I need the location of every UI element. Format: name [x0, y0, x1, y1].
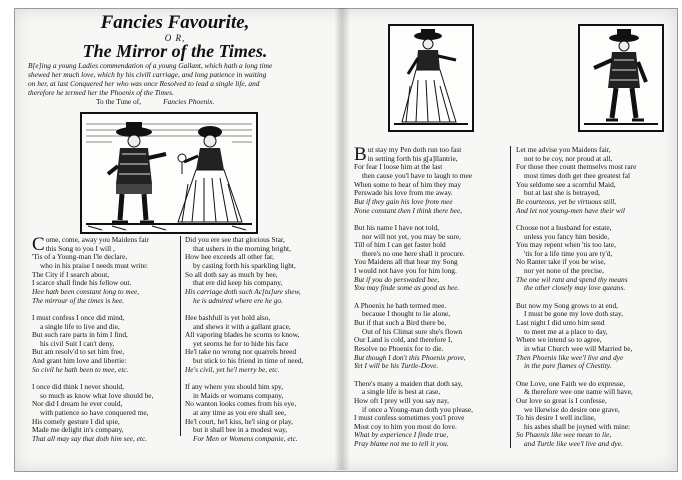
- verse-line: and shews it with a gallant grace,: [193, 321, 291, 331]
- verse-line: I must confess sometimes you'l prove: [354, 413, 465, 423]
- verse-line: His comely gesture I did spie,: [32, 416, 120, 426]
- verse-line: And let not young-men have their wil: [516, 205, 625, 215]
- verse-line: One Love, one Faith we do expresse,: [516, 378, 625, 388]
- verse-line: that ere did keep his company,: [193, 278, 283, 288]
- verse-line: For Men or Womens companie, etc.: [193, 433, 298, 443]
- verse-line: Be courteous, yet be virtuous still,: [516, 196, 617, 206]
- verse-line: this Song to you I will ,: [45, 243, 115, 253]
- verse-column-4: [510, 146, 666, 448]
- verse-line: that ushers in the morning bright,: [193, 243, 291, 253]
- verse-line: But if that such a Bird there be,: [354, 318, 447, 327]
- intro-line: shewed her much love, which by his civill carriage, and long patience in waiting: [28, 70, 267, 80]
- stanza: [32, 236, 178, 305]
- verse-line: we likewise do desire one grave,: [524, 404, 620, 414]
- verse-line: Where we intend so to agree,: [516, 335, 602, 345]
- verse-line: But now my Song grows to at end,: [516, 300, 618, 310]
- verse-line: There's many a maiden that doth say,: [354, 378, 463, 388]
- verse-line: For fear I loose him at the last: [354, 162, 443, 172]
- verse-line: yet seorns he for to hide his face: [193, 338, 289, 348]
- verse-line: Last night I did unto him send: [516, 318, 605, 327]
- verse-line: 'Tis of a Young-man I'le declare,: [32, 252, 128, 262]
- verse-line: Let me advise you Maidens fair,: [516, 145, 611, 154]
- verse-line: Most coy to him you most do love.: [354, 421, 457, 431]
- verse-line: nor will not yet, you may be sure,: [362, 231, 461, 241]
- verse-line: He's civil, yet he'l merry be, etc.: [185, 364, 280, 374]
- stanza: [516, 146, 666, 215]
- verse-column-1: [32, 236, 178, 452]
- verse-line: and Turtle like wee'l live and dye.: [524, 439, 623, 449]
- verse-line: You may finde some as good as hee.: [354, 283, 460, 293]
- verse-line: in setting forth his g[a]llantrie,: [367, 153, 458, 163]
- verse-column-2: [180, 235, 333, 443]
- verse-line: to meet me at a place to day,: [524, 326, 608, 336]
- verse-line: Hee bashfull is yet hold also,: [185, 312, 271, 322]
- stanza: [516, 302, 666, 371]
- tune-line: [28, 97, 318, 106]
- verse-line: To his desire I well incline,: [516, 413, 596, 423]
- verse-line: But if they gain his love from mee: [354, 196, 453, 206]
- verse-line: but it shall bee in a modest way,: [193, 425, 288, 435]
- verse-line: His carriage doth such Ac[tu]ure shew,: [185, 286, 301, 296]
- verse-line: No wanton looks comes from his eye,: [185, 399, 297, 409]
- verse-line: a single life to live and die,: [40, 321, 120, 331]
- verse-line: Yet I will be his Turtle-Dove.: [354, 361, 439, 371]
- verse-line: he is admired where ere he go.: [193, 295, 283, 305]
- title-line-2: O R,: [164, 33, 186, 43]
- verse-line: You seldome see a scornful Maid,: [516, 179, 616, 189]
- stanza: [354, 302, 502, 371]
- verse-line: in the pure flames of Chestity.: [524, 361, 612, 371]
- verse-line: his civil Suit I can't deny,: [40, 338, 115, 348]
- verse-line: but at last she is betrayed,: [524, 188, 600, 198]
- verse-line: most times doth get thee greatest fal: [524, 170, 631, 180]
- verse-line: He'l court, he'l kiss, he'l sing or play,: [185, 416, 293, 426]
- verse-line: I would not have you for him long.: [354, 266, 457, 276]
- verse-line: at any time as you ere shall see,: [193, 408, 286, 417]
- verse-line: because I thought to lie alone,: [362, 309, 451, 319]
- verse-line: so much as know what love should be,: [40, 390, 154, 400]
- verse-line: if once a Young-man doth you please,: [362, 404, 473, 414]
- verse-line: Pray blame not me to tell it you.: [354, 439, 449, 449]
- verse-line: not to be coy, nor proud at all,: [524, 153, 613, 163]
- gentleman-woodcut: [578, 24, 664, 132]
- verse-line: I must be gone my love doth stay,: [524, 309, 624, 319]
- verse-line: in what Church wee will Married be,: [524, 343, 633, 353]
- verse-line: How oft I prey will you say nay,: [354, 395, 449, 405]
- verse-line: You may repent when 'tis too late,: [516, 240, 616, 250]
- verse-line: None constant then I think there bee,: [354, 205, 463, 215]
- verse-line: But such rare parts in him I find,: [32, 330, 128, 340]
- stanza: [32, 383, 178, 444]
- verse-line: That all may say that doth him see, etc.: [32, 433, 148, 443]
- verse-line: What by experience I finde true,: [354, 430, 449, 440]
- verse-line: Resolve no Phoenix for to die.: [354, 343, 444, 353]
- verse-line: If any where you should him spy,: [185, 382, 284, 392]
- stanza: [185, 314, 333, 375]
- verse-line: ut stay my Pen doth run too fast: [367, 145, 462, 154]
- drop-cap: B: [354, 144, 367, 165]
- page-fold: [334, 8, 350, 470]
- verse-line: The City if I search about,: [32, 269, 110, 279]
- verse-line: 'tis for a life time you are ty'd,: [524, 248, 613, 258]
- lady-woodcut: [388, 24, 474, 132]
- verse-line: a single life is best at case,: [362, 387, 441, 397]
- verse-line: So all doth say as much by hee,: [185, 269, 278, 279]
- stanza: [354, 146, 502, 215]
- verse-line: but stick to his friend in time of need,: [193, 356, 304, 366]
- verse-line: & therefore wee one name will have,: [524, 387, 633, 397]
- verse-line: I once did think I never should,: [32, 382, 124, 392]
- verse-line: Did you ere see that glorious Star,: [185, 235, 285, 244]
- verse-line: who in his praise I needs must write:: [40, 260, 148, 270]
- verse-line: Then Phoenix like wee'l live and dye: [516, 352, 624, 362]
- verse-line: When some to hear of him they may: [354, 179, 462, 189]
- verse-line: I must confess I once did mind,: [32, 312, 125, 322]
- stanza: [185, 236, 333, 305]
- verse-line: unless you fancy him beside,: [524, 231, 610, 241]
- verse-line: But am resolv'd to set him free,: [32, 347, 125, 357]
- verse-line: So civil he hath been to mee, etc.: [32, 364, 129, 374]
- stanza: [354, 224, 502, 293]
- verse-line: Nor did I dream he ever could,: [32, 399, 123, 409]
- stanza: [354, 380, 502, 449]
- tune-label: To the Tune of,: [96, 97, 142, 107]
- drop-cap: C: [32, 234, 45, 255]
- intro-line: B[e]ing a young Ladies commendation of a young Gallant, which hath a long time: [28, 61, 273, 70]
- verse-line: No Ranter take if you be wise,: [516, 257, 606, 267]
- verse-line: The mirrour of the times is hee.: [32, 295, 125, 305]
- verse-line: A Phoenix he hath termed mee.: [354, 300, 447, 310]
- verse-line: Our love so great is I confesse,: [516, 395, 607, 405]
- verse-line: So Phaenix like wee mean to lie,: [516, 430, 612, 440]
- verse-line: Perswade his love from me away.: [354, 188, 453, 198]
- stanza: [185, 383, 333, 444]
- verse-line: I scarce shall finde his fellow out.: [32, 278, 132, 288]
- verse-line: Out of his Climat sure she's flown: [362, 326, 463, 336]
- verse-line: by casting forth his sparkling light,: [193, 260, 296, 270]
- verse-line: And grant him love and libertie:: [32, 356, 127, 366]
- stanza: [516, 224, 666, 293]
- tune-name: Fancies Phoenix.: [163, 97, 215, 107]
- verse-line: Choose not a husband for estate,: [516, 222, 612, 232]
- verse-line: Made me delight in's company,: [32, 425, 124, 435]
- verse-line: ome, come, away you Maidens fair: [45, 235, 150, 244]
- intro-line: therefore he termed her the Phoenix of the Times.: [28, 88, 174, 98]
- stanza: [32, 314, 178, 375]
- verse-line: the other closely may love queans.: [524, 283, 626, 293]
- verse-column-3: [354, 146, 502, 457]
- verse-line: All vaporing blades he scorns to know,: [185, 330, 300, 340]
- verse-line: with patience so have conquered me,: [40, 408, 149, 417]
- gentleman-and-lady-woodcut: [80, 112, 258, 234]
- stanza: [516, 380, 666, 449]
- verse-line: there's no one here shall it procure.: [362, 248, 465, 258]
- verse-line: He'l take no wrong nor quarrels breed: [185, 347, 297, 357]
- title-line-1: Fancies Favourite,: [100, 12, 250, 33]
- verse-line: But his name I have not told,: [354, 222, 440, 232]
- verse-line: You Maidens all that hear my Song: [354, 257, 458, 267]
- intro-line: on her, at last Conquered her who was once Resolved to lead a single life, and: [28, 79, 260, 89]
- verse-line: Hee hath been constant long to mee,: [32, 286, 140, 296]
- verse-line: then cause you'l have to laugh to mee: [362, 170, 473, 180]
- verse-line: his ashes shall be joyned with mine:: [524, 421, 631, 431]
- verse-line: But though I don't this Phoenix prove,: [354, 352, 466, 362]
- verse-line: Till of him I can get faster hold: [354, 240, 446, 250]
- verse-line: Our Land is cold, and therefore I,: [354, 335, 453, 345]
- verse-line: For those thee count themselvs most rare: [516, 162, 637, 172]
- verse-line: How hee exceeds all other far,: [185, 252, 275, 262]
- title-line-3: The Mirror of the Times.: [82, 41, 268, 61]
- verse-line: The one wil rant and spend thy means: [516, 274, 628, 284]
- verse-line: nor yet none of the precise,: [524, 266, 604, 276]
- verse-line: in Maids or womans company,: [193, 390, 284, 400]
- verse-line: But if you do perswaded bee,: [354, 274, 440, 284]
- intro-paragraph: [28, 61, 318, 106]
